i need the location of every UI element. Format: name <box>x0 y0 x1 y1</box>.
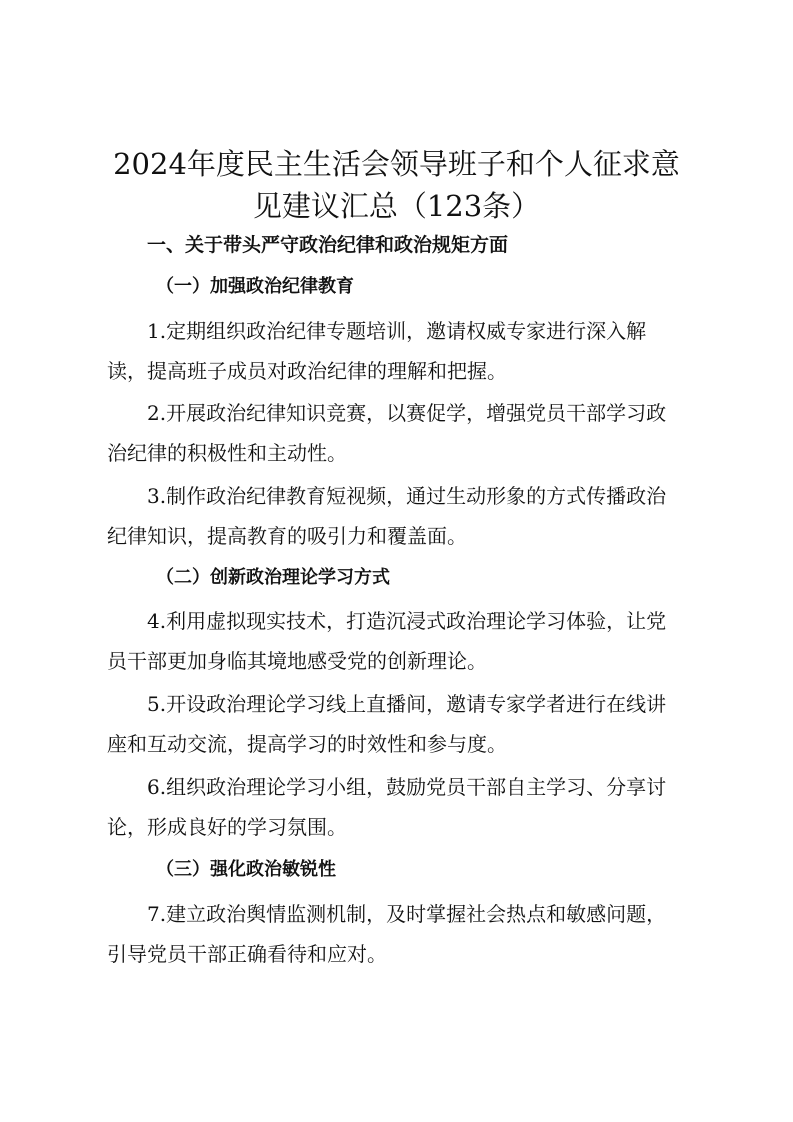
list-item-3-line-2: 纪律知识，提高教育的吸引力和覆盖面。 <box>107 524 467 548</box>
list-item-4 <box>107 601 693 681</box>
list-item-3 <box>107 476 693 556</box>
list-item-7-line-2: 引导党员干部正确看待和应对。 <box>107 942 387 966</box>
list-item-2-line-1: 2.开展政治纪律知识竞赛，以赛促学，增强党员干部学习政 <box>147 401 667 425</box>
list-item-2-line-2: 治纪律的积极性和主动性。 <box>107 441 347 465</box>
list-item-6-line-2: 论，形成良好的学习氛围。 <box>107 815 347 839</box>
list-item-1 <box>107 311 693 391</box>
list-item-2 <box>107 393 693 473</box>
document-title-line-2: 见建议汇总（123条） <box>252 189 541 223</box>
section-heading-1: 一、关于带头严守政治纪律和政治规矩方面 <box>147 234 509 256</box>
list-item-1-line-1: 1.定期组织政治纪律专题培训，邀请权威专家进行深入解 <box>147 319 647 343</box>
subsection-heading-3: （三）强化政治敏锐性 <box>156 859 336 880</box>
list-item-5 <box>107 684 693 764</box>
subsection-heading-1: （一）加强政治纪律教育 <box>156 276 354 297</box>
list-item-5-line-2: 座和互动交流，提高学习的时效性和参与度。 <box>107 732 507 756</box>
document-title-line-1: 2024年度民主生活会领导班子和个人征求意 <box>113 147 680 181</box>
subsection-heading-2: （二）创新政治理论学习方式 <box>156 567 390 588</box>
list-item-6-line-1: 6.组织政治理论学习小组，鼓励党员干部自主学习、分享讨 <box>147 775 667 799</box>
list-item-7-line-1: 7.建立政治舆情监测机制，及时掌握社会热点和敏感问题， <box>147 902 667 926</box>
list-item-5-line-1: 5.开设政治理论学习线上直播间，邀请专家学者进行在线讲 <box>147 692 667 716</box>
list-item-3-line-1: 3.制作政治纪律教育短视频，通过生动形象的方式传播政治 <box>147 484 667 508</box>
list-item-4-line-2: 员干部更加身临其境地感受党的创新理论。 <box>107 649 487 673</box>
list-item-6 <box>107 767 693 847</box>
list-item-4-line-1: 4.利用虚拟现实技术，打造沉浸式政治理论学习体验，让党 <box>147 609 667 633</box>
list-item-1-line-2: 读，提高班子成员对政治纪律的理解和把握。 <box>107 359 507 383</box>
list-item-7 <box>107 894 693 974</box>
